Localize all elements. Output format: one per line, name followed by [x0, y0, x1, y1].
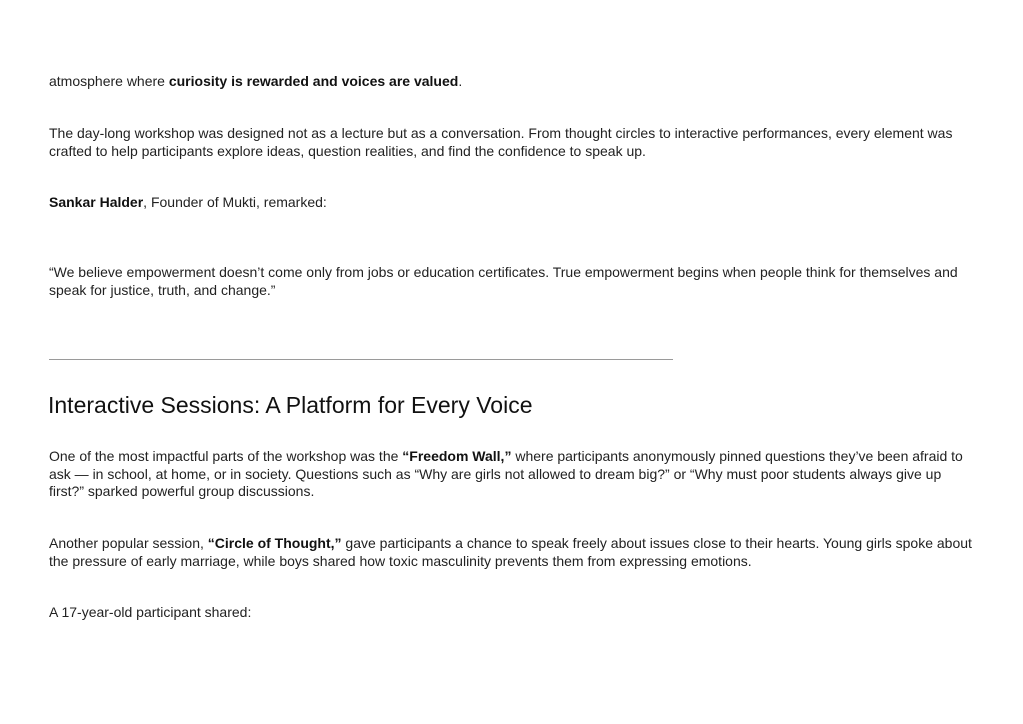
founder-remark: , Founder of Mukti, remarked:: [143, 194, 327, 210]
circle-of-thought-bold: “Circle of Thought,”: [207, 535, 342, 551]
paragraph-freedom-wall-rest: where participants anonymously pinned questions they’ve been afraid to ask — in school, at home, or in society. Questions such as “Why are girls not allowed to dream big?” or “Why must poor students always give up first?” sparked powerful group discussions.: [49, 448, 963, 499]
paragraph-freedom-wall: [49, 448, 979, 501]
paragraph-workshop: The day-long workshop was designed not as a lecture but as a conversation. From thought circles to interactive performances, every element was crafted to help participants explore ideas, question realities, and find the confidence to speak up.: [49, 125, 953, 159]
quote-empowerment: “We believe empowerment doesn’t come only from jobs or education certificates. True empowerment begins when people think for themselves and speak for justice, truth, and change.”: [49, 264, 958, 298]
section-heading: Interactive Sessions: A Platform for Every Voice: [48, 392, 533, 418]
paragraph-atmosphere-end: .: [458, 73, 463, 89]
paragraph-circle-text: Another popular session,: [49, 535, 208, 551]
paragraph-circle-of-thought: [49, 535, 979, 570]
paragraph-freedom-wall-text: One of the most impactful parts of the workshop was the: [49, 448, 403, 464]
paragraph-participant: A 17-year-old participant shared:: [49, 604, 252, 620]
paragraph-founder: [49, 194, 979, 212]
founder-name: Sankar Halder: [49, 194, 144, 210]
horizontal-divider: [49, 359, 673, 360]
paragraph-atmosphere-bold: curiosity is rewarded and voices are valued: [168, 73, 459, 89]
paragraph-atmosphere-text: atmosphere where: [49, 73, 169, 89]
paragraph-atmosphere: [49, 73, 979, 91]
freedom-wall-bold: “Freedom Wall,”: [402, 448, 512, 464]
paragraph-circle-rest: gave participants a chance to speak freely about issues close to their hearts. Young girls spoke about the pressure of early marriage, while boys shared how toxic masculinity prevents them from expressing emotions.: [49, 535, 972, 569]
